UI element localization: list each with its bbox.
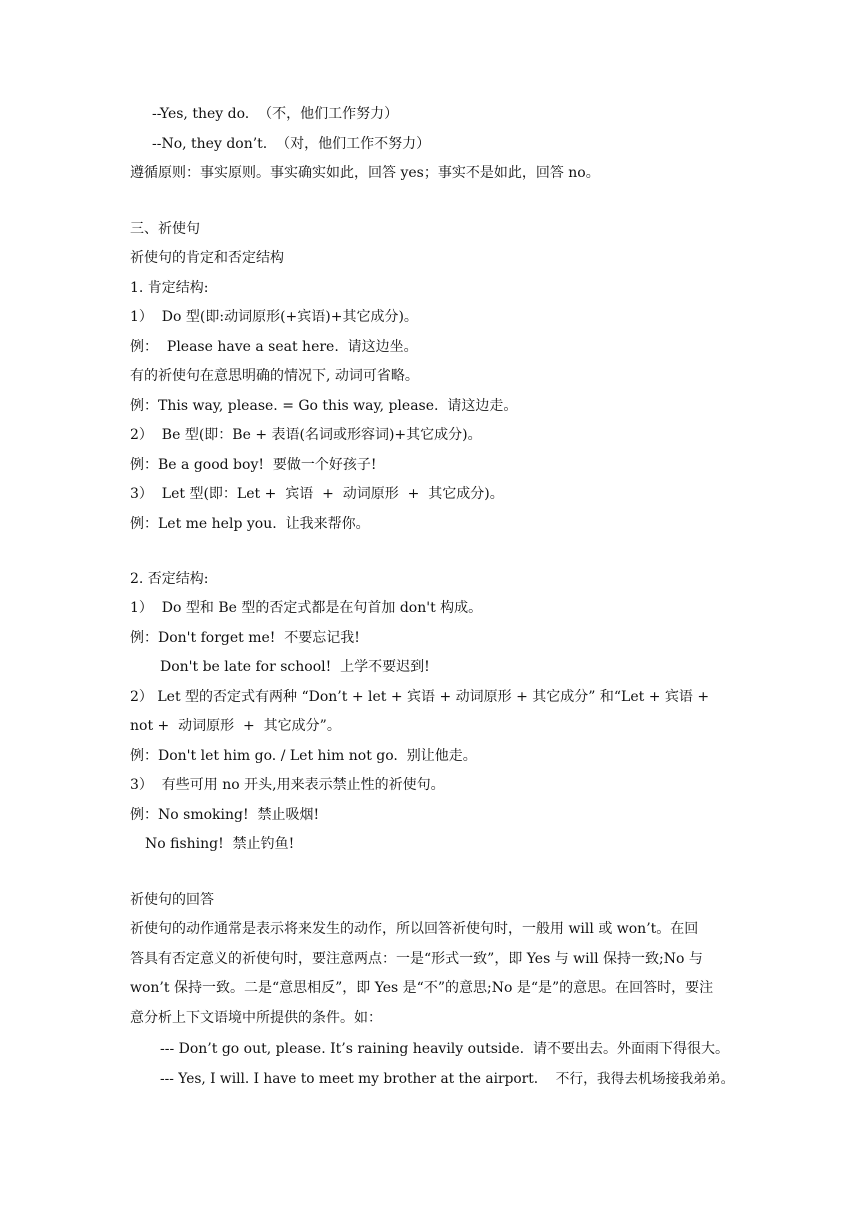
text-line: 2） Be 型(即：Be + 表语(名词或形容词)+其它成分)。 — [130, 427, 482, 443]
text-line: 1） Do 型(即:动词原形(+宾语)+其它成分)。 — [130, 309, 418, 325]
text-line: 答具有否定意义的祈使句时，要注意两点：一是“形式一致”，即 Yes 与 will 保持一致;No 与 — [130, 951, 703, 967]
text-line: --No, they don’t. （对，他们工作不努力） — [152, 136, 431, 152]
text-line: 例：Don't forget me! 不要忘记我! — [130, 630, 360, 646]
text-line: 例：Be a good boy! 要做一个好孩子! — [130, 457, 377, 473]
text-line: 2. 否定结构: — [130, 571, 209, 587]
subheading: 祈使句的回答 — [130, 892, 214, 908]
text-line: 遵循原则：事实原则。事实确实如此，回答 yes；事实不是如此，回答 no。 — [130, 165, 600, 181]
text-line: 例： Please have a seat here. 请这边坐。 — [130, 339, 418, 355]
text-line: 有的祈使句在意思明确的情况下, 动词可省略。 — [130, 368, 419, 384]
section-heading: 三、祈使句 — [130, 221, 200, 237]
text-line: 例：Let me help you. 让我来帮你。 — [130, 516, 370, 532]
text-line: 例：Don't let him go. / Let him not go. 别让他走。 — [130, 748, 477, 764]
text-line: --Yes, they do. （不，他们工作努力） — [152, 106, 399, 122]
text-line: 例：This way, please. = Go this way, please. 请这边走。 — [130, 398, 518, 414]
text-line: 2） Let 型的否定式有两种 “Don’t + let + 宾语 + 动词原形 + 其它成分” 和“Let + 宾语 + — [130, 689, 710, 705]
text-line: 3） Let 型(即：Let + 宾语 + 动词原形 + 其它成分)。 — [130, 486, 504, 502]
text-line: 1） Do 型和 Be 型的否定式都是在句首加 don't 构成。 — [130, 600, 483, 616]
text-line: Don't be late for school! 上学不要迟到! — [160, 659, 430, 675]
text-line: 3） 有些可用 no 开头,用来表示禁止性的祈使句。 — [130, 777, 445, 793]
subheading: 祈使句的肯定和否定结构 — [130, 250, 284, 266]
text-line: --- Yes, I will. I have to meet my brother at the airport. 不行，我得去机场接我弟弟。 — [160, 1071, 735, 1087]
text-line: 1. 肯定结构: — [130, 280, 209, 296]
text-line: not + 动词原形 + 其它成分”。 — [130, 718, 341, 734]
text-line: 意分析上下文语境中所提供的条件。如： — [130, 1010, 382, 1026]
text-line: --- Don’t go out, please. It’s raining heavily outside. 请不要出去。外面雨下得很大。 — [160, 1041, 729, 1057]
text-line: 祈使句的动作通常是表示将来发生的动作，所以回答祈使句时，一般用 will 或 won’t。在回 — [130, 921, 699, 937]
text-line: 例：No smoking! 禁止吸烟! — [130, 807, 320, 823]
text-line: No fishing! 禁止钓鱼! — [145, 836, 295, 852]
text-line: won’t 保持一致。二是“意思相反”，即 Yes 是“不”的意思;No 是“是”的意思。在回答时，要注 — [130, 980, 714, 996]
